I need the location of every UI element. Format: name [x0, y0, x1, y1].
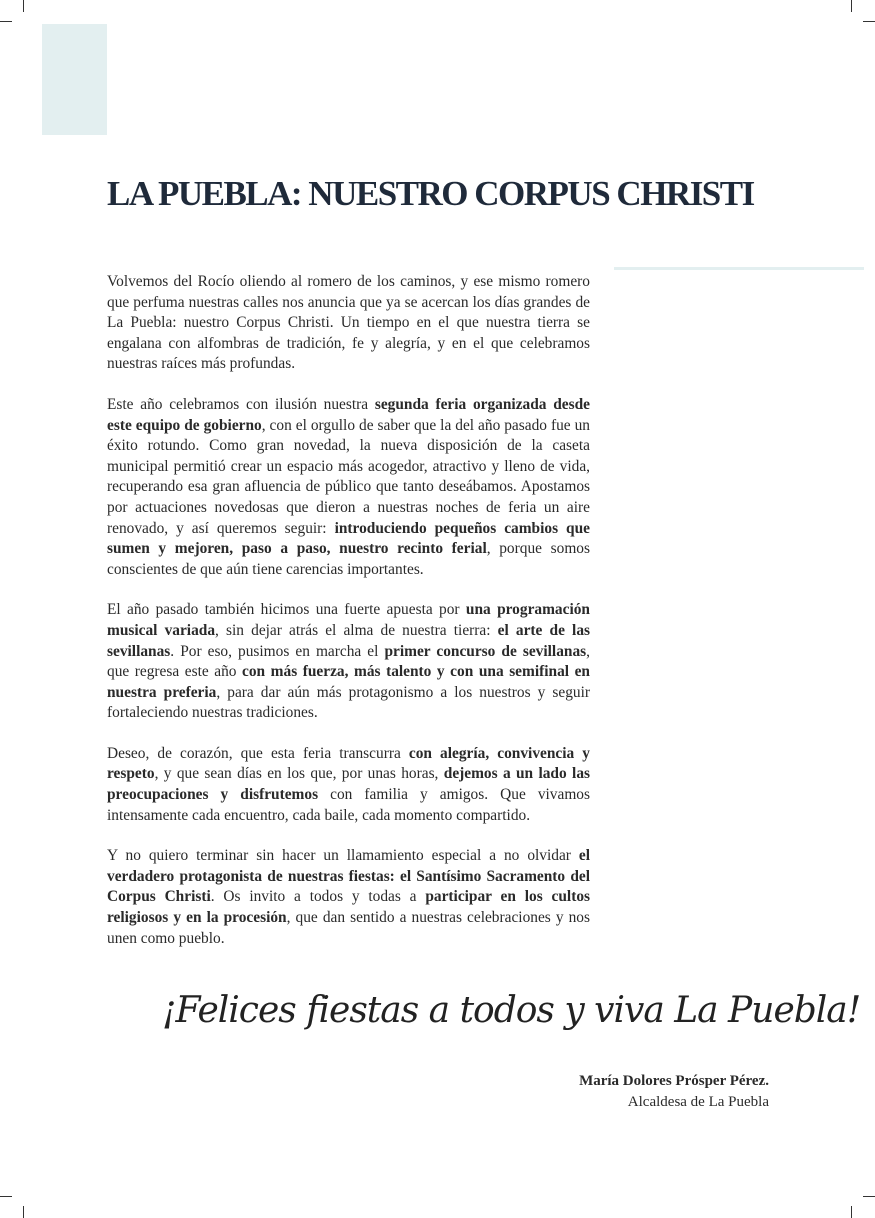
- paragraph-text: con familia y amigos. Que vivamos intensamente cada encuentro, cada baile, cada momento compartido.: [107, 786, 590, 824]
- crop-mark-bottom-right-h: [863, 1196, 875, 1197]
- emphasis-text: una programación musical variada: [107, 601, 590, 639]
- crop-mark-top-left-v: [23, 0, 24, 12]
- body-paragraph: [107, 744, 590, 826]
- emphasis-text: con alegría, convivencia y respeto: [107, 744, 590, 783]
- paragraph-text: . Os invito a todos y todas a: [210, 888, 426, 906]
- paragraph-text: , sin dejar atrás el alma de nuestra tierra:: [215, 621, 498, 639]
- paragraph-text: Este año celebramos con ilusión nuestra: [107, 395, 375, 413]
- emphasis-text: el verdadero protagonista de nuestras fiestas: el Santísimo Sacramento del Corpus Christi: [107, 847, 590, 906]
- decorative-accent-line: [614, 267, 864, 270]
- paragraph-text: Y no quiero terminar sin hacer un llamamiento especial a no olvidar: [107, 847, 579, 865]
- paragraph-text: . Por eso, pusimos en marcha el: [170, 642, 385, 660]
- crop-mark-bottom-left-v: [23, 1206, 24, 1218]
- page-title: LA PUEBLA: NUESTRO CORPUS CHRISTI: [107, 174, 754, 213]
- paragraph-text: Volvemos del Rocío oliendo al romero de los caminos, y ese mismo romero que perfuma nuestras calles nos anuncia que ya se acercan los días grandes de La Puebla: nuestro Corpus Christi. Un tiempo en el que nuestra tierra se engalana con alfombras de tradición, fe y alegría, y en el que celebramos nuestras raíces más profundas.: [107, 273, 590, 373]
- body-paragraph: [107, 272, 590, 375]
- decorative-accent-block: [42, 24, 107, 135]
- emphasis-text: primer concurso de sevillanas: [384, 642, 587, 660]
- body-paragraph: [107, 846, 590, 949]
- paragraph-text: El año pasado también hicimos una fuerte apuesta por: [107, 601, 466, 619]
- emphasis-text: participar en los cultos religiosos y en la procesión: [107, 888, 590, 927]
- closing-greeting: ¡Felices fiestas a todos y viva La Puebla!: [162, 990, 861, 1031]
- emphasis-text: segunda feria organizada desde este equipo de gobierno: [107, 395, 591, 434]
- signature-role: Alcaldesa de La Puebla: [627, 1094, 769, 1110]
- signature-name: María Dolores Prósper Pérez.: [579, 1073, 769, 1089]
- emphasis-text: introduciendo pequeños cambios que sumen y mejoren, paso a paso, nuestro recinto ferial: [107, 519, 590, 558]
- paragraph-text: , que dan sentido a nuestras celebraciones y nos unen como pueblo.: [107, 909, 590, 947]
- crop-mark-top-right-h: [863, 21, 875, 22]
- crop-mark-top-right-v: [851, 0, 852, 12]
- body-paragraph: [107, 600, 590, 724]
- paragraph-text: , con el orgullo de saber que la del año pasado fue un éxito rotundo. Como gran novedad, la nueva disposición de la caseta municipal permitió crear un espacio más acogedor, atractivo y lleno de vida, recuperando esa gran afluencia de público que tanto deseábamos. Apostamos por actuaciones novedosas que dieron a nuestras noches de feria un aire renovado, y así queremos seguir:: [107, 416, 590, 537]
- paragraph-text: , porque somos conscientes de que aún tiene carencias importantes.: [107, 540, 590, 578]
- emphasis-text: con más fuerza, más talento y con una semifinal en nuestra preferia: [107, 663, 590, 701]
- emphasis-text: el arte de las sevillanas: [107, 621, 591, 660]
- paragraph-text: , y que sean días en los que, por unas horas,: [154, 765, 444, 783]
- crop-mark-top-left-h: [0, 21, 12, 22]
- body-paragraph: [107, 395, 590, 580]
- letter-body: [107, 272, 590, 969]
- emphasis-text: dejemos a un lado las preocupaciones y disfrutemos: [107, 765, 590, 804]
- crop-mark-bottom-left-h: [0, 1196, 12, 1197]
- crop-mark-bottom-right-v: [851, 1206, 852, 1218]
- paragraph-text: , que regresa este año: [107, 642, 590, 681]
- paragraph-text: Deseo, de corazón, que esta feria transcurra: [107, 744, 409, 762]
- paragraph-text: , para dar aún más protagonismo a los nuestros y seguir fortaleciendo nuestras tradiciones.: [107, 683, 590, 722]
